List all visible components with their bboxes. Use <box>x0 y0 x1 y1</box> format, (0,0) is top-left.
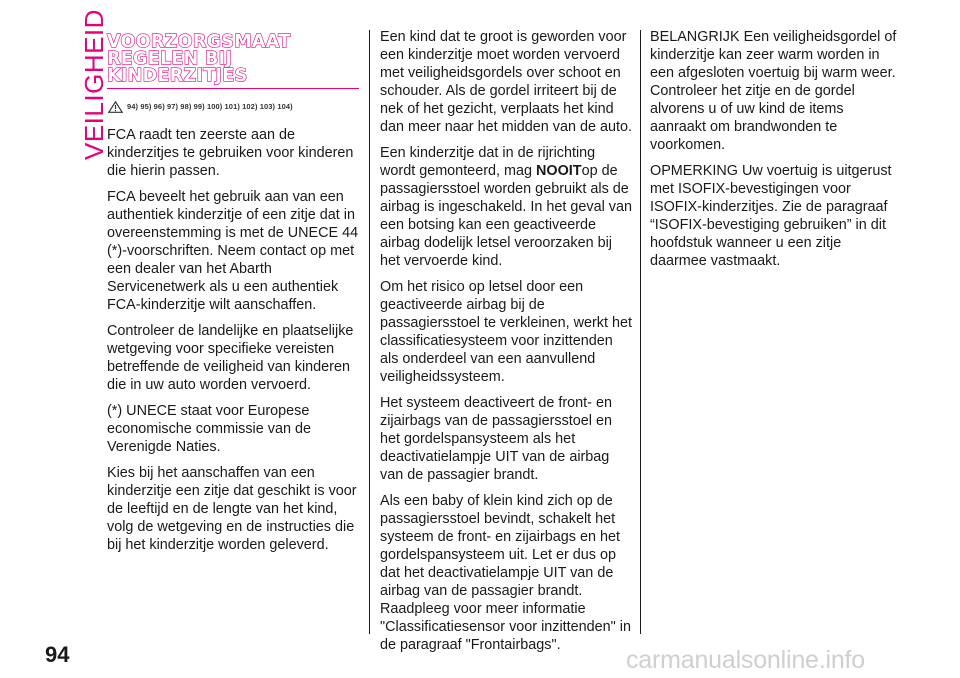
paragraph: BELANGRIJK Een veiligheidsgordel of kinderzitje kan zeer warm worden in een afgesloten voertuig bij warm weer. Controleer het zitje en de gordel alvorens u of uw kind de items aanraakt om brandwonden te voorkomen. <box>650 29 897 153</box>
paragraph: Een kind dat te groot is geworden voor een kinderzitje moet worden vervoerd met veiligheidsgordels over schoot en schouder. Als de gordel irriteert bij de nek of het gezicht, verplaats het kind dan meer naar het midden van de auto. <box>380 29 633 135</box>
paragraph: OPMERKING Uw voertuig is uitgerust met ISOFIX-bevestigingen voor ISOFIX-kinderzitjes. Zie de paragraaf “ISOFIX-bevestiging gebruiken” in dit hoofdstuk wanneer u een zitje daarmee vastmaakt. <box>650 163 892 269</box>
paragraph: Om het risico op letsel door een geactiveerde airbag bij de passagiersstoel te verkleinen, werkt het classificatiesysteem voor inzittenden als onderdeel van een aanvullend veiligheidssysteem. <box>380 279 632 385</box>
paragraph: Kies bij het aanschaffen van een kinderzitje een zitje dat geschikt is voor de leeftijd en de lengte van het kind, volg de wetgeving en de instructies die bij het kinderzitje worden geleverd. <box>107 465 357 553</box>
chapter-tab <box>54 9 109 160</box>
column-divider <box>640 30 641 634</box>
chapter-tab-label: VEILIGHEID <box>79 9 109 160</box>
column-3 <box>650 28 900 278</box>
emphasis-never: NOOIT <box>535 163 582 179</box>
column-1 <box>107 28 359 562</box>
column-2 <box>380 28 632 662</box>
paragraph: Controleer de landelijke en plaatselijke wetgeving voor specifieke vereisten betreffende de veiligheid van kinderen die in uw auto worden vervoerd. <box>107 323 354 393</box>
paragraph: (*) UNECE staat voor Europese economische commissie van de Verenigde Naties. <box>107 403 311 455</box>
paragraph: FCA raadt ten zeerste aan de kinderzitjes te gebruiken voor kinderen die hierin passen. <box>107 127 354 179</box>
warning-refs-text: 94) 95) 96) 97) 98) 99) 100) 101) 102) 103) 104) <box>127 102 293 111</box>
warning-references <box>108 98 359 116</box>
warning-triangle-icon <box>108 101 123 113</box>
page-number: 94 <box>45 642 70 667</box>
paragraph: Het systeem deactiveert de front- en zijairbags van de passagiersstoel en het gordelspansysteem als het deactivatielampje UIT van de airbag van de passagier brandt. <box>380 395 612 483</box>
paragraph: Een kinderzitje dat in de rijrichting wordt gemonteerd, mag NOOITop de passagiersstoel worden gebruikt als de airbag is ingeschakeld. In het geval van een botsing kan een geactiveerde airbag dodelijk letsel veroorzaken bij het vervoerde kind. <box>380 145 632 269</box>
paragraph: Als een baby of klein kind zich op de passagiersstoel bevindt, schakelt het systeem de front- en zijairbags en het gordelspansysteem uit. Let er dus op dat het deactivatielampje UIT van de airbag van de passagier brandt. Raadpleeg voor meer informatie "Classificatiesensor voor inzittenden" in de paragraaf "Frontairbags". <box>380 493 631 653</box>
watermark: carmanualsonline.info <box>626 646 866 674</box>
column-divider <box>369 30 370 634</box>
paragraph: FCA beveelt het gebruik aan van een authentiek kinderzitje of een zitje dat in overeenstemming is met de UNECE 44 (*)-voorschriften. Neem contact op met een dealer van het Abarth Servicenetwerk als u een authentiek FCA-kinderzitje wilt aanschaffen. <box>107 189 359 313</box>
section-title: VOORZORGSMAAT REGELEN BIJ KINDERZITJES <box>107 34 359 89</box>
